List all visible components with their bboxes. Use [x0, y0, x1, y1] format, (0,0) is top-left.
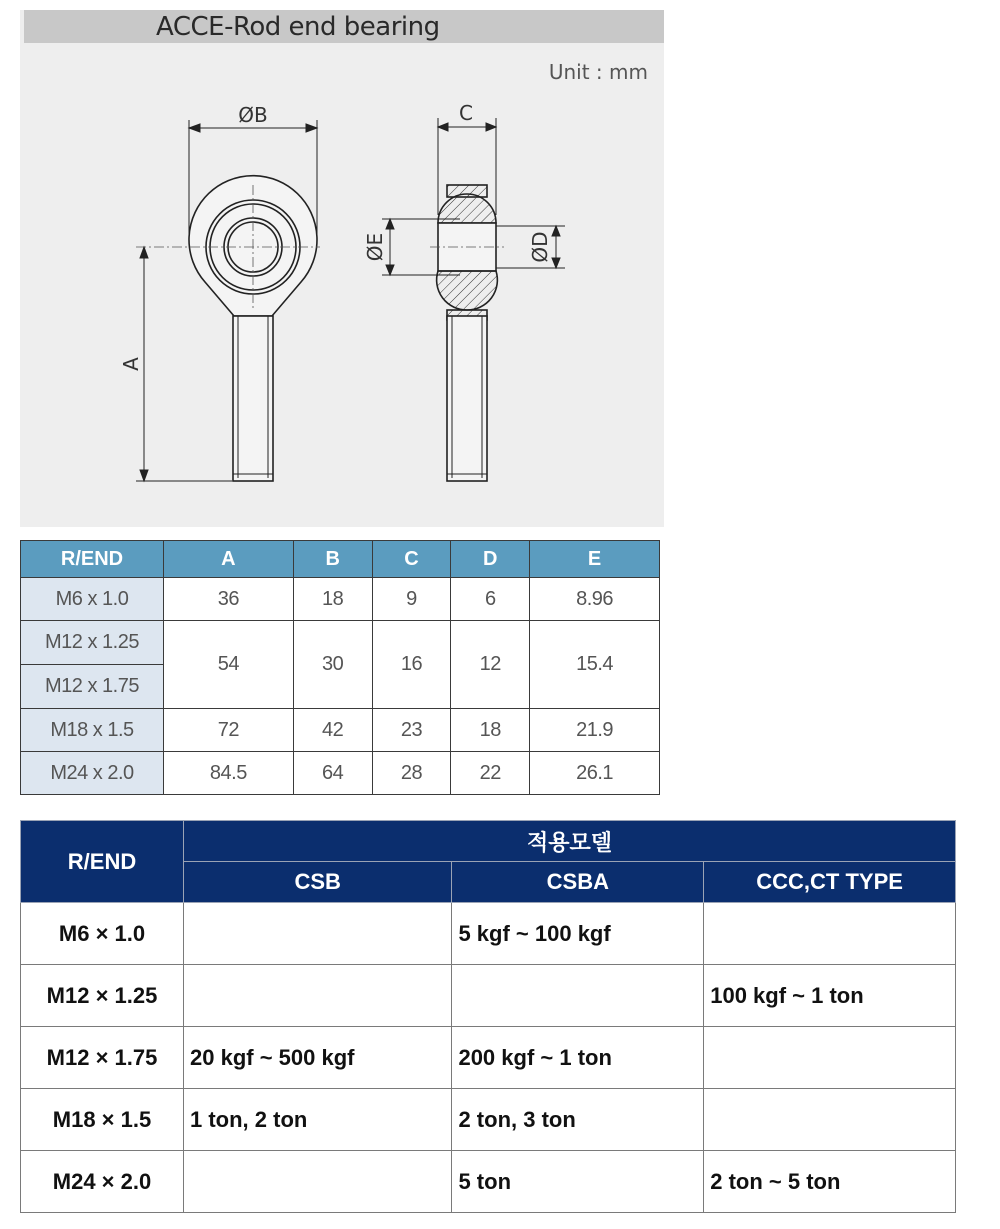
cell-a: 72 — [164, 709, 294, 752]
row-name: M12 x 1.75 — [21, 665, 164, 709]
front-shank — [233, 316, 273, 481]
rod-end-drawing — [20, 10, 664, 527]
row-name: M12 × 1.25 — [21, 965, 184, 1027]
dim-label-e: ØE — [363, 232, 387, 262]
header-csb: CSB — [184, 862, 452, 903]
table-row — [21, 903, 956, 965]
model-table — [20, 820, 956, 1213]
side-ball-bottom — [437, 271, 498, 310]
header-rend: R/END — [21, 821, 184, 903]
table-row — [21, 965, 956, 1027]
table-row — [21, 1089, 956, 1151]
cell-c: 9 — [372, 578, 451, 621]
dim-label-b: ØB — [238, 103, 268, 127]
row-name: M6 × 1.0 — [21, 903, 184, 965]
cell-csba: 2 ton, 3 ton — [452, 1089, 704, 1151]
cell-csb — [184, 1151, 452, 1213]
dimension-header-row — [21, 541, 660, 578]
header-group: 적용모델 — [184, 821, 956, 862]
cell-csb — [184, 965, 452, 1027]
header-csba: CSBA — [452, 862, 704, 903]
model-header-row — [21, 821, 956, 862]
cell-csba: 5 ton — [452, 1151, 704, 1213]
cell-csba: 200 kgf ~ 1 ton — [452, 1027, 704, 1089]
cell-c: 23 — [372, 709, 451, 752]
dim-label-a: A — [119, 357, 143, 371]
cell-c: 28 — [372, 752, 451, 795]
cell-d: 6 — [451, 578, 530, 621]
figure-title: ACCE-Rod end bearing — [156, 12, 440, 42]
cell-csba — [452, 965, 704, 1027]
header-c: C — [372, 541, 451, 578]
cell-ccc-ct — [704, 1027, 956, 1089]
cell-ccc-ct: 100 kgf ~ 1 ton — [704, 965, 956, 1027]
row-name: M24 x 2.0 — [21, 752, 164, 795]
dim-label-d: ØD — [528, 231, 552, 263]
header-a: A — [164, 541, 294, 578]
cell-csb — [184, 903, 452, 965]
cell-csb: 20 kgf ~ 500 kgf — [184, 1027, 452, 1089]
cell-d: 12 — [451, 621, 530, 709]
cell-b: 30 — [293, 621, 372, 709]
row-name: M12 x 1.25 — [21, 621, 164, 665]
cell-b: 18 — [293, 578, 372, 621]
cell-a: 54 — [164, 621, 294, 709]
cell-b: 42 — [293, 709, 372, 752]
cell-a: 36 — [164, 578, 294, 621]
header-ccc-ct: CCC,CT TYPE — [704, 862, 956, 903]
table-row — [21, 578, 660, 621]
cell-e: 15.4 — [530, 621, 660, 709]
table-row — [21, 621, 660, 665]
header-d: D — [451, 541, 530, 578]
cell-e: 8.96 — [530, 578, 660, 621]
row-name: M18 × 1.5 — [21, 1089, 184, 1151]
cell-d: 22 — [451, 752, 530, 795]
row-name: M18 x 1.5 — [21, 709, 164, 752]
row-name: M24 × 2.0 — [21, 1151, 184, 1213]
table-row — [21, 1151, 956, 1213]
cell-d: 18 — [451, 709, 530, 752]
cell-ccc-ct: 2 ton ~ 5 ton — [704, 1151, 956, 1213]
header-rend: R/END — [21, 541, 164, 578]
cell-e: 21.9 — [530, 709, 660, 752]
cell-ccc-ct — [704, 903, 956, 965]
cell-csb: 1 ton, 2 ton — [184, 1089, 452, 1151]
dim-label-c: C — [459, 101, 473, 125]
cell-b: 64 — [293, 752, 372, 795]
row-name: M6 x 1.0 — [21, 578, 164, 621]
drawing-panel — [20, 10, 664, 527]
header-e: E — [530, 541, 660, 578]
dimension-table — [20, 540, 660, 795]
table-row — [21, 709, 660, 752]
unit-label: Unit : mm — [548, 60, 648, 84]
header-b: B — [293, 541, 372, 578]
cell-ccc-ct — [704, 1089, 956, 1151]
table-row — [21, 1027, 956, 1089]
row-name: M12 × 1.75 — [21, 1027, 184, 1089]
side-shank — [447, 316, 487, 481]
cell-c: 16 — [372, 621, 451, 709]
cell-e: 26.1 — [530, 752, 660, 795]
cell-csba: 5 kgf ~ 100 kgf — [452, 903, 704, 965]
table-row — [21, 752, 660, 795]
cell-a: 84.5 — [164, 752, 294, 795]
